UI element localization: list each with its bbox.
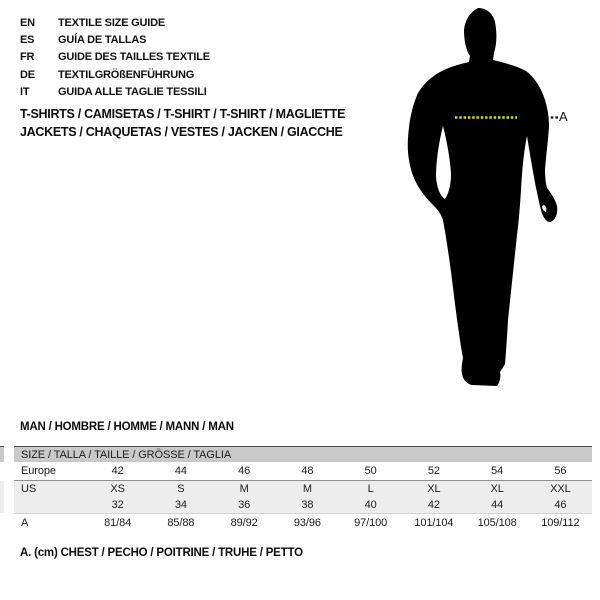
size-cell: 56 xyxy=(554,465,567,477)
language-code: DE xyxy=(20,68,35,81)
row-label: Europe xyxy=(21,465,56,477)
language-row xyxy=(20,67,210,84)
language-row xyxy=(20,84,210,101)
category-line-tshirts: T-SHIRTS / CAMISETAS / T-SHIRT / T-SHIRT / MAGLIETTE xyxy=(20,107,346,121)
table-row-europe xyxy=(14,462,592,481)
row-label: A xyxy=(21,517,29,529)
measurement-label-a: A xyxy=(559,109,568,124)
language-label: GUÍA DE TALLAS xyxy=(58,34,147,47)
size-cell: 97/100 xyxy=(354,517,388,529)
size-cell: 89/92 xyxy=(230,517,258,529)
language-code: ES xyxy=(20,34,35,47)
section-heading-man: MAN / HOMBRE / HOMME / MANN / MAN xyxy=(20,421,234,433)
edge-band-white xyxy=(0,462,4,481)
size-cell: 42 xyxy=(427,499,440,511)
size-cell: 101/104 xyxy=(414,517,454,529)
language-row xyxy=(20,32,210,49)
size-cell: 32 xyxy=(111,499,124,511)
size-cell: S xyxy=(177,483,185,495)
size-cell: 81/84 xyxy=(104,517,132,529)
size-cell: XXL xyxy=(550,483,571,495)
language-code: FR xyxy=(20,51,35,64)
language-guide xyxy=(20,15,210,101)
size-cell: 85/88 xyxy=(167,517,195,529)
man-silhouette xyxy=(408,8,558,386)
size-cell: 38 xyxy=(301,499,314,511)
edge-band-stripe xyxy=(0,481,4,513)
table-edge-crop-fragment xyxy=(0,446,4,529)
edge-band-header xyxy=(0,447,4,462)
man-silhouette-svg xyxy=(400,0,600,420)
garment-categories xyxy=(20,105,345,141)
size-cell: 44 xyxy=(491,499,504,511)
size-cell: 93/96 xyxy=(293,517,321,529)
size-cell: 46 xyxy=(554,499,567,511)
size-cell: M xyxy=(239,483,249,495)
language-code: EN xyxy=(20,17,35,29)
language-code: IT xyxy=(20,85,30,98)
size-cell: 46 xyxy=(238,465,251,477)
size-cell: XL xyxy=(490,483,504,495)
table-row-chest-cm xyxy=(14,514,592,532)
size-table-header: SIZE / TALLA / TAILLE / GRÖSSE / TAGLIA xyxy=(14,447,592,462)
size-cell: L xyxy=(367,483,374,495)
size-cell: 54 xyxy=(491,465,504,477)
size-cell: XS xyxy=(110,483,125,495)
size-table xyxy=(14,446,592,532)
category-line-jackets: JACKETS / CHAQUETAS / VESTES / JACKEN / GIACCHE xyxy=(20,125,343,139)
language-label: GUIDA ALLE TAGLIE TESSILI xyxy=(58,85,207,98)
size-cell: 40 xyxy=(364,499,377,511)
size-cell: 50 xyxy=(364,465,377,477)
row-label: US xyxy=(21,483,37,495)
size-cell: 52 xyxy=(427,465,440,477)
size-cell: XL xyxy=(427,483,441,495)
table-row-us-numeric xyxy=(14,497,592,513)
language-label: TEXTILGRÖßENFÜHRUNG xyxy=(58,68,195,81)
man-silhouette-figure xyxy=(400,0,600,420)
size-cell: 105/108 xyxy=(477,517,517,529)
language-label: GUIDE DES TAILLES TEXTILE xyxy=(58,51,210,64)
size-cell: 48 xyxy=(301,465,314,477)
language-row xyxy=(20,49,210,66)
table-row-us xyxy=(14,481,592,497)
size-cell: M xyxy=(302,483,312,495)
size-cell: 109/112 xyxy=(541,517,580,529)
size-cell: 36 xyxy=(238,499,251,511)
size-cell: 44 xyxy=(174,465,187,477)
language-row xyxy=(20,15,210,32)
language-label: TEXTILE SIZE GUIDE xyxy=(58,17,166,29)
us-size-stripe xyxy=(14,481,592,514)
size-cell: 34 xyxy=(174,499,187,511)
edge-band-white xyxy=(0,513,4,529)
size-cell: 42 xyxy=(111,465,124,477)
chest-measure-footnote: A. (cm) CHEST / PECHO / POITRINE / TRUHE / PETTO xyxy=(20,547,303,559)
